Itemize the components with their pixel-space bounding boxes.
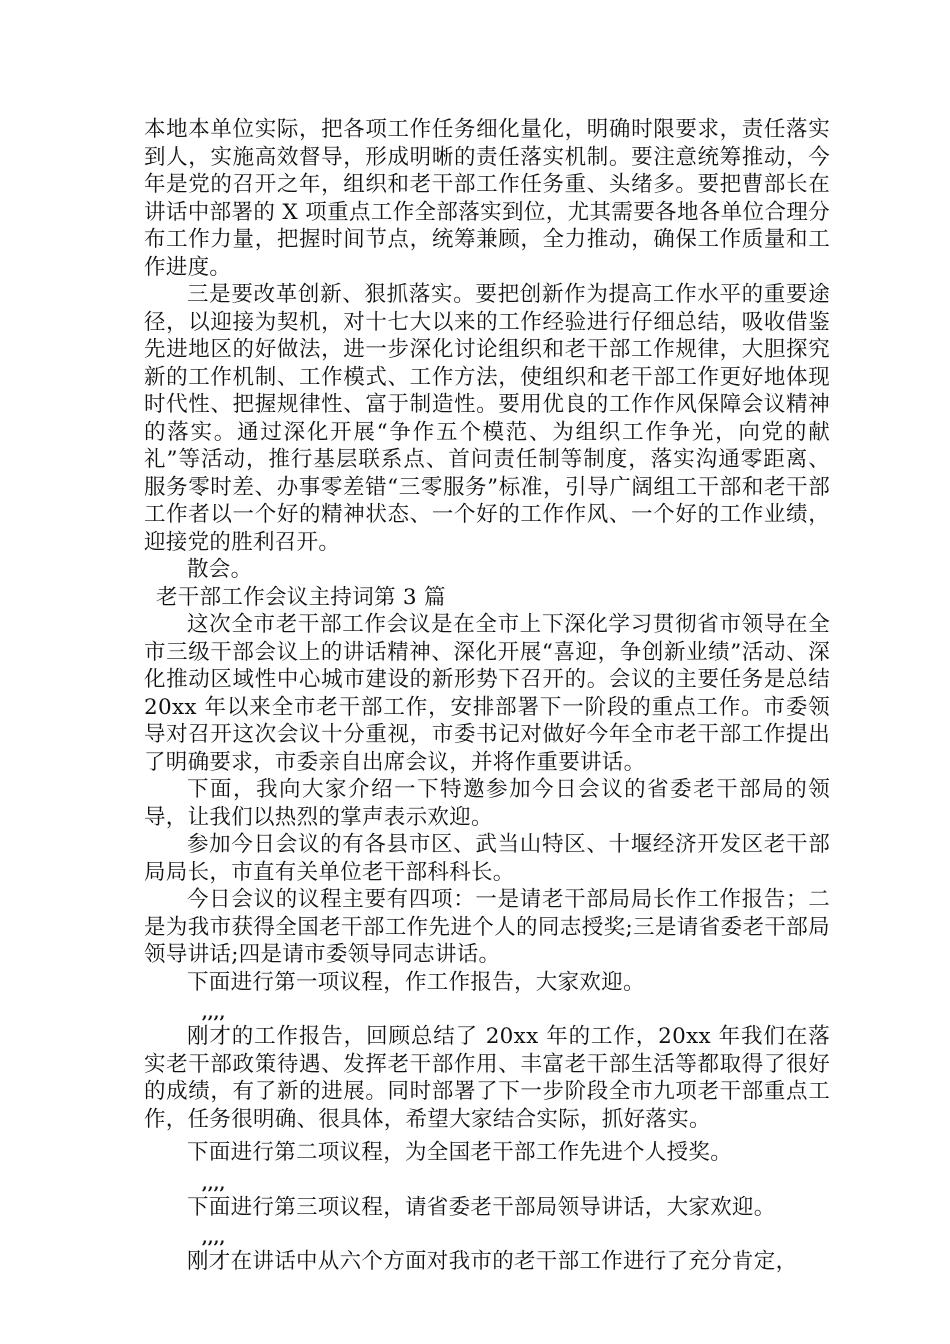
paragraph-reform-innovation: 三是要改革创新、狠抓落实。要把创新作为提高工作水平的重要途径，以迎接为契机，对十七大以来的工作经验进行仔细总结，吸收借鉴先进地区的好做法，进一步深化讨论组织和老干部工作规律，大胆探究新的工作机制、工作模式、工作方法，使组织和老干部工作更好地体现时代性、把握规律性、富于制造性。要用优良的工作作风保障会议精神的落实。通过深化开展“争作五个模范、为组织工作争光，向党的献礼”等活动，推行基层联系点、首问责任制等制度，落实沟通零距离、服务零时差、办事零差错“三零服务”标准，引导广阔组工干部和老干部工作者以一个好的精神状态、一个好的工作作风、一个好的工作业绩，迎接党的胜利召开。 bbox=[144, 282, 830, 555]
paragraph-report-summary: 刚才的工作报告，回顾总结了 20xx 年的工作，20xx 年我们在落实老干部政策待遇、发挥老干部作用、丰富老干部生活等都取得了很好的成绩，有了新的进展。同时部署了下一步阶段全市九项老干部重点工作，任务很明确、很具体，希望大家结合实际，抓好落实。 bbox=[144, 1024, 830, 1132]
paragraph-agenda-item-1: 下面进行第一项议程，作工作报告，大家欢迎。 bbox=[187, 969, 645, 995]
paragraph-agenda-item-2: 下面进行第二项议程，为全国老干部工作先进个人授奖。 bbox=[187, 1140, 733, 1165]
paragraph-meeting-intro: 这次全市老干部工作会议是在全市上下深化学习贯彻省市领导在全市三级干部会议上的讲话精神、深化开展“喜迎，争创新业绩”活动、深化推动区域性中心城市建设的新形势下召开的。会议的主要任务是总结 20xx 年以来全市老干部工作，安排部署下一阶段的重点工作。市委领导对召开这次会议十分重视，市委书记对做好今年全市老干部工作提出了明确要求，市委亲自出席会议，并将作重要讲话。 bbox=[144, 612, 830, 775]
section-heading: 老干部工作会议主持词第 3 篇 bbox=[156, 584, 446, 610]
ellipsis-mark: ,,,, bbox=[202, 1173, 226, 1193]
paragraph-speech-review: 刚才在讲话中从六个方面对我市的老干部工作进行了充分肯定， bbox=[187, 1249, 798, 1274]
paragraph-attendees: 参加今日会议的有各县市区、武当山特区、十堰经济开发区老干部局局长，市直有关单位老干部科科长。 bbox=[144, 832, 830, 885]
paragraph-guest-introduction: 下面，我向大家介绍一下特邀参加今日会议的省委老干部局的领导，让我们以热烈的掌声表示欢迎。 bbox=[144, 777, 830, 830]
document-body bbox=[144, 116, 830, 1276]
paragraph-agenda-item-3: 下面进行第三项议程，请省委老干部局领导讲话，大家欢迎。 bbox=[187, 1194, 776, 1220]
ellipsis-mark: ,,,, bbox=[202, 1228, 226, 1247]
paragraph-implementation: 本地本单位实际，把各项工作任务细化量化，明确时限要求，责任落实到人，实施高效督导，形成明晰的责任落实机制。要注意统筹推动，今年是党的召开之年，组织和老干部工作任务重、头绪多。要把曹部长在讲话中部署的 X 项重点工作全部落实到位，尤其需要各地各单位合理分布工作力量，把握时间节点，统筹兼顾，全力推动，确保工作质量和工作进度。 bbox=[144, 117, 830, 280]
ellipsis-mark: ,,,, bbox=[202, 1003, 226, 1022]
paragraph-agenda: 今日会议的议程主要有四项：一是请老干部局局长作工作报告；二是为我市获得全国老干部工作先进个人的同志授奖;三是请省委老干部局领导讲话;四是请市委领导同志讲话。 bbox=[144, 887, 830, 967]
paragraph-adjourn: 散会。 bbox=[187, 557, 253, 582]
